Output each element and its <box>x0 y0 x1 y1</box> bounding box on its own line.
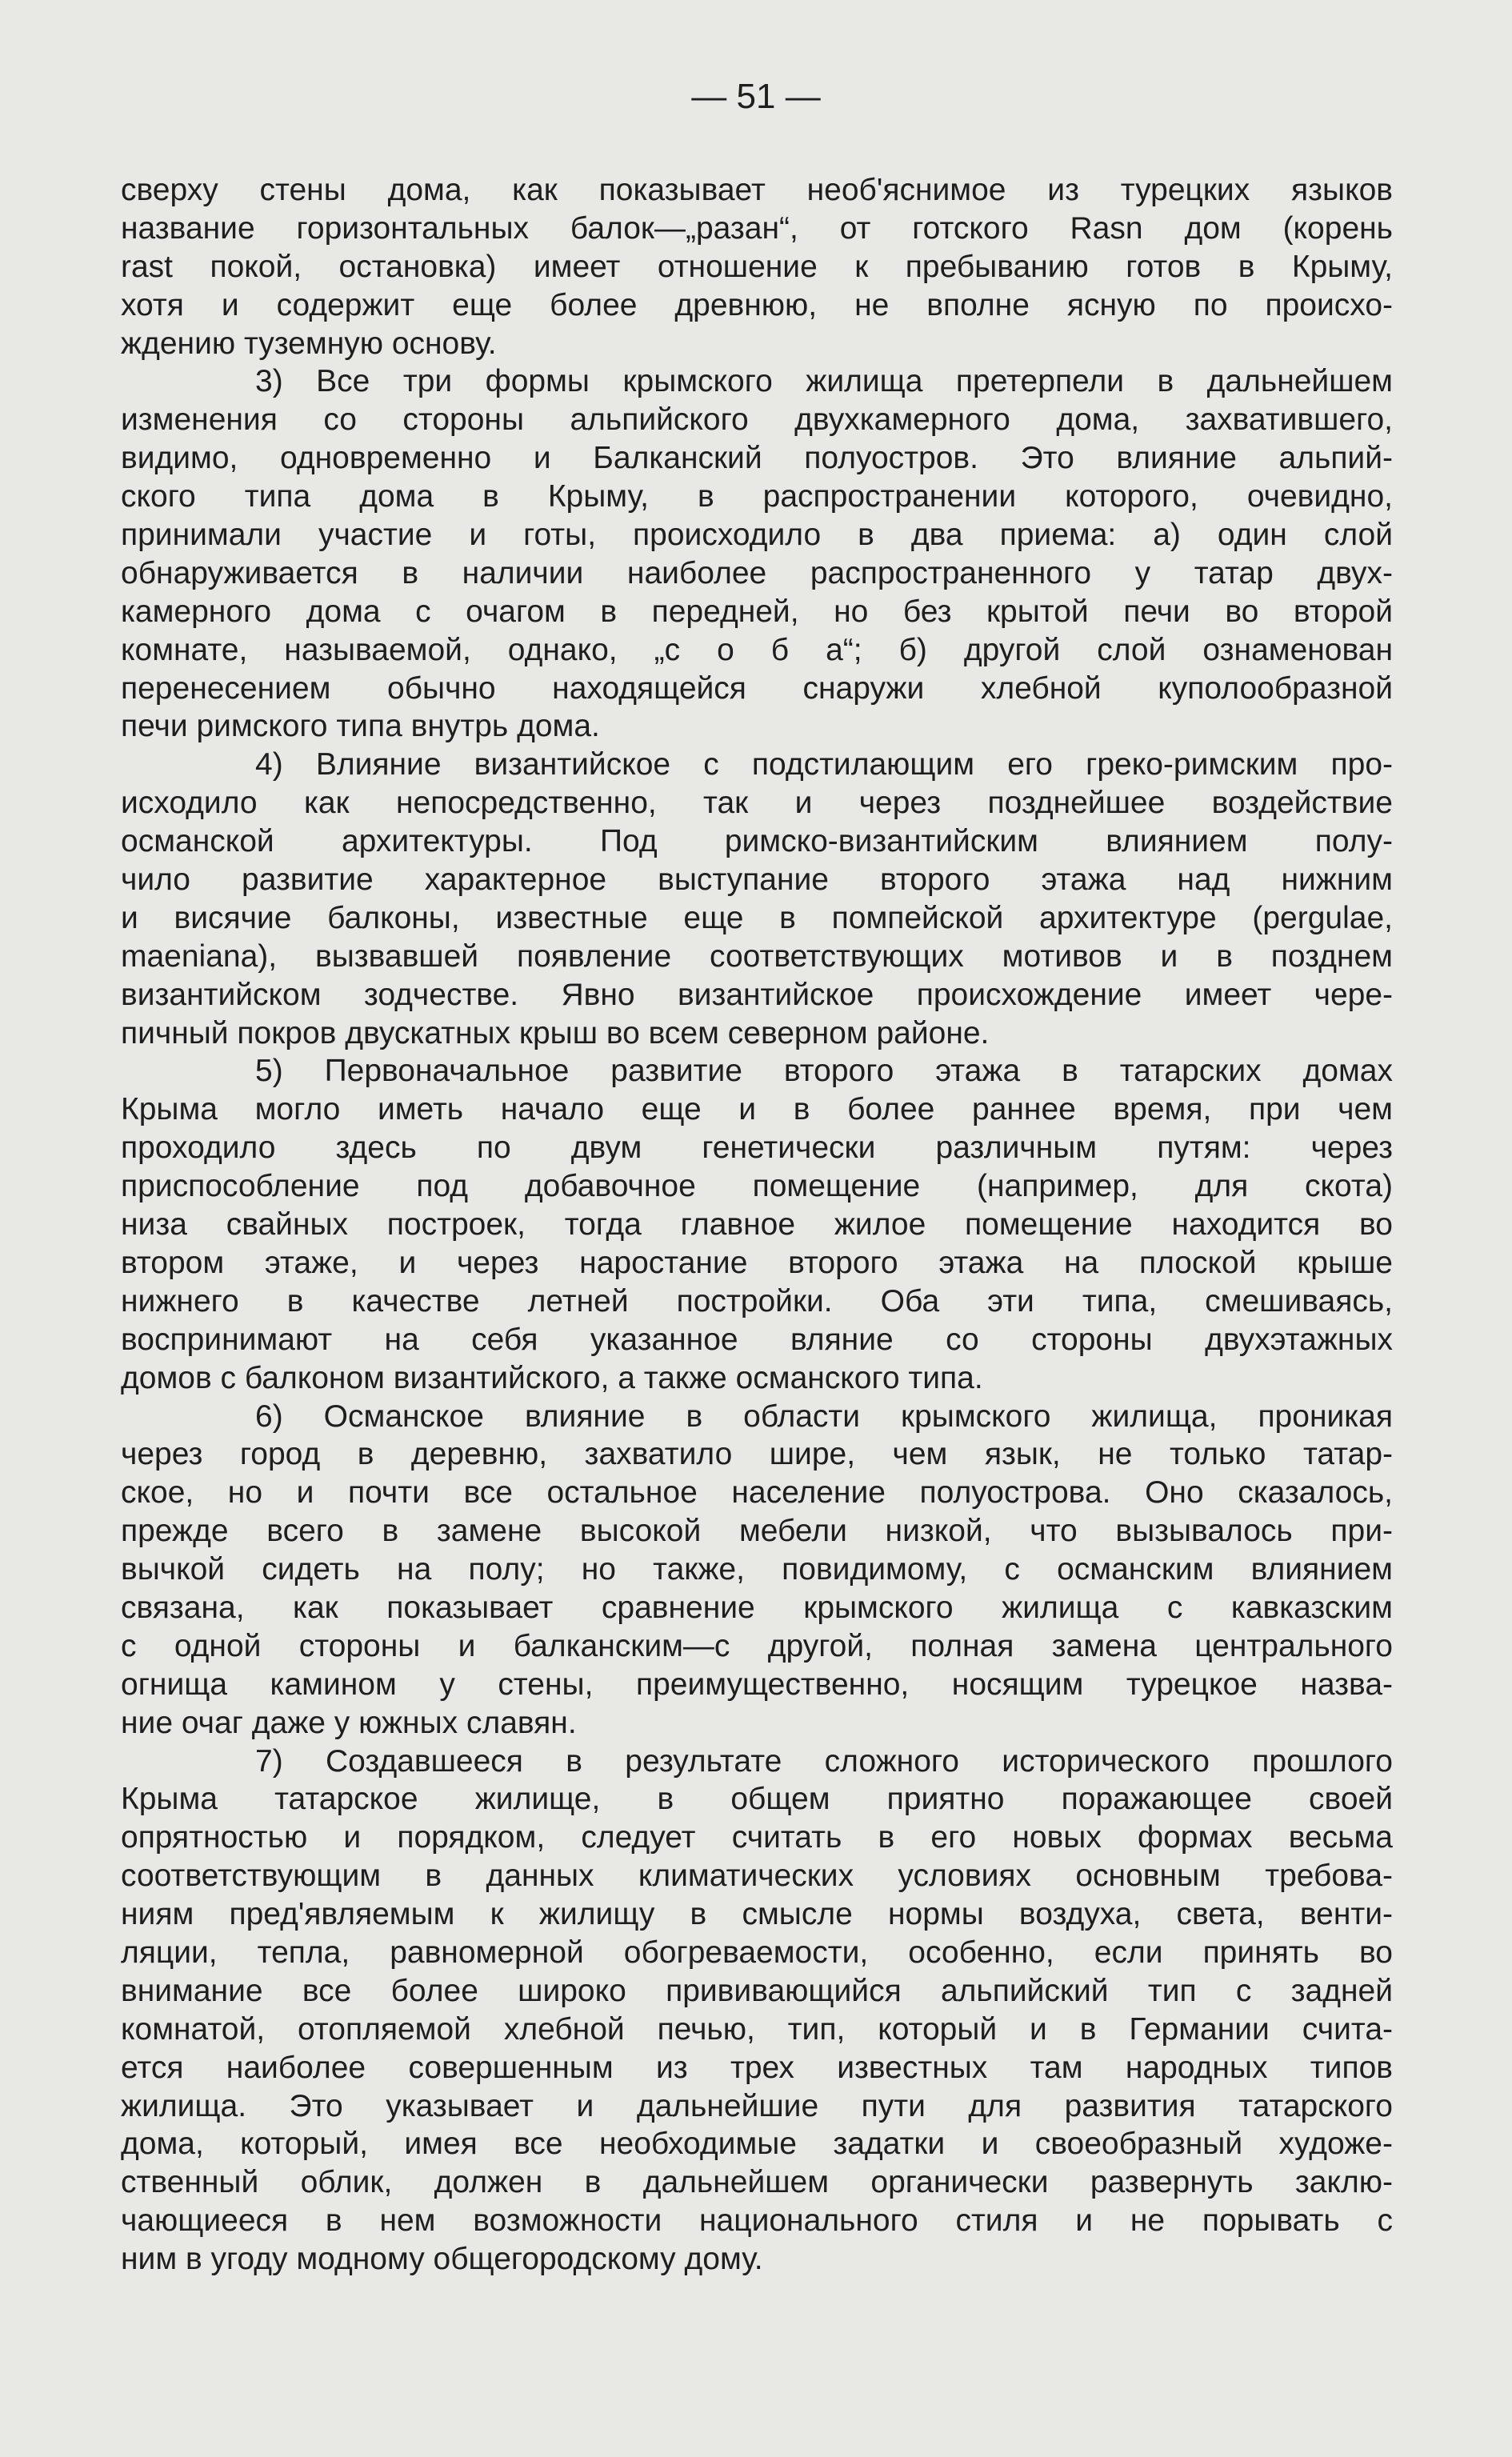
text-line: исходило как непосредственно, так и через позднейшее воздействие <box>121 786 1393 821</box>
text-line: соответствующим в данных климатических условиях основным требова- <box>121 1859 1393 1894</box>
text-line: Крыма татарское жилище, в общем приятно поражающее своей <box>121 1782 1393 1817</box>
text-line: воспринимают на себя указанное вляние со стороны двухэтажных <box>121 1322 1393 1357</box>
text-line: приспособление под добавочное помещение (например, для скота) <box>121 1169 1393 1204</box>
body-text <box>121 171 1393 2279</box>
text-line: византийском зодчестве. Явно византийское происхождение имеет чере- <box>121 977 1393 1012</box>
text-line: ждению туземную основу. <box>121 326 497 361</box>
text-line: проходило здесь по двум генетически различным путям: через <box>121 1130 1393 1166</box>
text-line: ляции, тепла, равномерной обогреваемости, особенно, если принять во <box>121 1935 1393 1970</box>
text-line: ниям пред'являемым к жилищу в смысле нормы воздуха, света, венти- <box>121 1897 1393 1932</box>
text-line: печи римского типа внутрь дома. <box>121 709 600 744</box>
text-line: нижнего в качестве летней постройки. Оба эти типа, смешиваясь, <box>121 1283 1393 1319</box>
text-line: ского типа дома в Крыму, в распространении которого, очевидно, <box>121 479 1393 514</box>
text-line: чающиееся в нем возможности национального стиля и не порывать с <box>121 2203 1393 2239</box>
text-line: вычкой сидеть на полу; но также, повидимому, с османским влиянием <box>121 1552 1393 1587</box>
text-line: rast покой, остановка) имеет отношение к пребыванию готов в Крыму, <box>121 249 1393 284</box>
text-line: и висячие балконы, известные еще в помпейской архитектуре (pergulae, <box>121 900 1393 935</box>
text-line: изменения со стороны альпийского двухкамерного дома, захватившего, <box>121 402 1393 438</box>
text-line: 6) Османское влияние в области крымского жилища, проникая <box>255 1399 1393 1434</box>
paragraph <box>121 1052 1393 1397</box>
text-line: 4) Влияние византийское с подстилающим его греко-римским про- <box>255 747 1393 782</box>
text-line: комнате, называемой, однако, „с о б а“; б) другой слой ознаменован <box>121 632 1393 667</box>
text-line: через город в деревню, захватило шире, чем язык, не только татар- <box>121 1437 1393 1472</box>
paragraph <box>121 1398 1393 1743</box>
text-line: хотя и содержит еще более древнюю, не вполне ясную по происхо- <box>121 287 1393 322</box>
paragraph <box>121 362 1393 746</box>
text-line: втором этаже, и через наростание второго этажа на плоской крыше <box>121 1245 1393 1280</box>
text-line: ние очаг даже у южных славян. <box>121 1705 577 1740</box>
text-line: с одной стороны и балканским—с другой, полная замена центрального <box>121 1628 1393 1663</box>
text-line: пичный покров двускатных крыш во всем северном районе. <box>121 1015 990 1050</box>
paragraph <box>121 1743 1393 2279</box>
text-line: ственный облик, должен в дальнейшем органически развернуть заклю- <box>121 2165 1393 2200</box>
text-line: перенесением обычно находящейся снаружи хлебной куполообразной <box>121 670 1393 706</box>
text-line: сверху стены дома, как показывает необ'яснимое из турецких языков <box>121 173 1393 207</box>
paragraph <box>121 746 1393 1052</box>
text-line: maeniana), вызвавшей появление соответствующих мотивов и в позднем <box>121 938 1393 974</box>
text-line: османской архитектуры. Под римско-византийским влиянием полу- <box>121 824 1393 859</box>
paragraph <box>121 171 1393 362</box>
text-line: опрятностью и порядком, следует считать в его новых формах весьма <box>121 1820 1393 1855</box>
text-line: 5) Первоначальное развитие второго этажа в татарских домах <box>255 1054 1393 1089</box>
text-line: домов с балконом византийского, а также османского типа. <box>121 1360 983 1395</box>
text-line: обнаруживается в наличии наиболее распространенного у татар двух- <box>121 555 1393 590</box>
text-line: камерного дома с очагом в передней, но без крытой печи во второй <box>121 594 1393 629</box>
page-number: — 51 — <box>691 77 821 116</box>
text-line: ется наиболее совершенным из трех известных там народных типов <box>121 2050 1393 2085</box>
text-line: огнища камином у стены, преимущественно, носящим турецкое назва- <box>121 1667 1393 1702</box>
text-line: дома, который, имея все необходимые задатки и своеобразный художе- <box>121 2127 1393 2162</box>
text-line: 7) Создавшееся в результате сложного исторического прошлого <box>255 1743 1393 1779</box>
text-line: Крыма могло иметь начало еще и в более раннее время, при чем <box>121 1092 1393 1127</box>
text-line: жилища. Это указывает и дальнейшие пути для развития татарского <box>121 2088 1393 2123</box>
text-line: видимо, одновременно и Балканский полуостров. Это влияние альпий- <box>121 441 1393 476</box>
text-line: ним в угоду модному общегородскому дому. <box>121 2242 763 2277</box>
text-line: принимали участие и готы, происходило в два приема: а) один слой <box>121 518 1393 553</box>
text-line: 3) Все три формы крымского жилища претерпели в дальнейшем <box>255 364 1393 399</box>
text-line: название горизонтальных балок—„разан“, от готского Rasn дом (корень <box>121 210 1393 246</box>
text-line: низа свайных построек, тогда главное жилое помещение находится во <box>121 1207 1393 1243</box>
text-line: прежде всего в замене высокой мебели низкой, что вызывалось при- <box>121 1514 1393 1549</box>
text-line: чило развитие характерное выступание второго этажа над нижним <box>121 862 1393 898</box>
text-line: комнатой, отопляемой хлебной печью, тип, который и в Германии счита- <box>121 2011 1393 2047</box>
text-line: внимание все более широко прививающийся альпийский тип с задней <box>121 1973 1393 2008</box>
text-line: ское, но и почти все остальное население полуострова. Оно сказалось, <box>121 1475 1393 1511</box>
text-line: связана, как показывает сравнение крымского жилища с кавказским <box>121 1590 1393 1625</box>
